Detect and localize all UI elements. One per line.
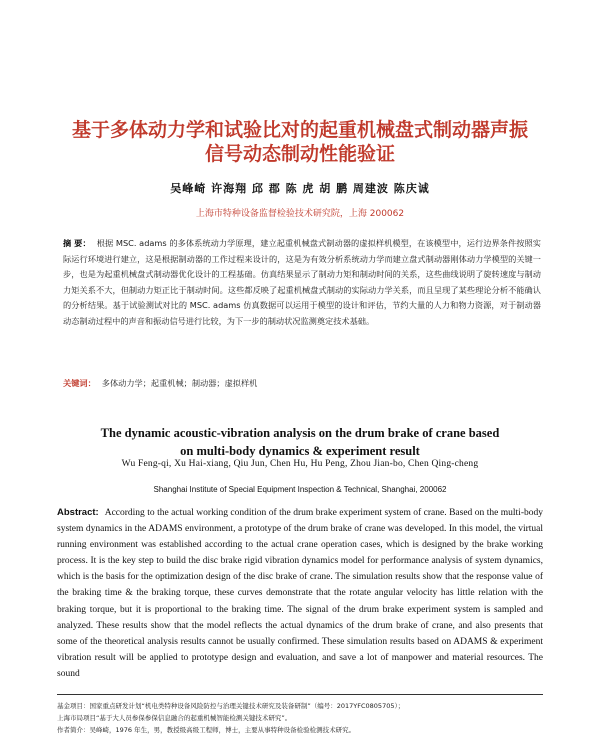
- chinese-keywords-text: 多体动力学；起重机械；制动器；虚拟样机: [101, 378, 258, 388]
- chinese-title-line-2: 信号动态制动性能验证: [204, 143, 395, 165]
- english-abstract-label: Abstract:: [57, 507, 99, 518]
- english-title-line-2: on multi-body dynamics & experiment result: [180, 444, 420, 458]
- chinese-abstract-label: 摘 要：: [63, 238, 91, 248]
- chinese-authors: 吴峰崎 许海翔 邱 郡 陈 虎 胡 鹏 周建波 陈庆诚: [170, 182, 430, 195]
- footnote-divider: [57, 694, 543, 695]
- footnote-author-bio: 作者简介：吴峰崎，1976 年生，男，教授级高级工程师，博士，主要从事特种设备检验检测技术研究。: [57, 726, 356, 734]
- chinese-title-line-1: 基于多体动力学和试验比对的起重机械盘式制动器声振: [71, 119, 528, 141]
- english-abstract-text: According to the actual working condition of the drum brake experiment system of crane. Based on the multi-body system dynamics in the ADAMS environment, a prototype of the drum brake of crane was developed. In this model, the virtual running environment was established according to the actual crane operation cases, which is designed by the brake working process. It is the key step to build the disc brake rigid vibration dynamics model for performance analysis of system dynamics, which is the basis for the optimization design of the disc brake of crane. The simulation results show that the response value of the braking time & the braking torque, these curves demonstrate that the rotate angular velocity has little relation with the braking torque, but it is proportional to the braking time. The signal of the drum brake experiment system is sampled and analyzed. These results show that the model reflects the actual dynamics of the drum brake of crane, and also presents that some of the theoretical analysis results cannot be usually confirmed. These simulation results based on ADAMS & experiment vibration result will be applied to prototype design and evaluation, and save a lot of manpower and material resources. The sound: [57, 508, 543, 679]
- chinese-keywords-label: 关键词：: [63, 378, 96, 388]
- chinese-affiliation: 上海市特种设备监督检验技术研究院，上海 200062: [195, 209, 405, 219]
- english-affiliation: Shanghai Institute of Special Equipment Inspection & Technical, Shanghai, 200062: [153, 485, 447, 494]
- footnotes: [57, 700, 543, 736]
- english-title-line-1: The dynamic acoustic-vibration analysis on the drum brake of crane based: [100, 426, 500, 440]
- footnote-funding: 基金项目：国家重点研发计划“机电类特种设备风险防控与治理关键技术研究及装备研制”（编号：2017YFC0805705）；: [57, 702, 405, 710]
- english-authors: Wu Feng-qi, Xu Hai-xiang, Qiu Jun, Chen Hu, Hu Peng, Zhou Jian-bo, Chen Qing-cheng: [121, 459, 479, 469]
- chinese-abstract: [63, 236, 541, 329]
- chinese-abstract-text: 根据 MSC. adams 的多体系统动力学原理，建立起重机械盘式制动器的虚拟样机模型，在该模型中，运行边界条件按照实际运行环境进行建立，这是根据制动器的工作过程来设计的，这是为有效分析系统动力学而建立盘式制动器刚体动力学模型的关键一步，也是为起重机械盘式制动器优化设计的工程基础。仿真结果显示了制动力矩和制动时间的关系，这些曲线说明了旋转速度与制动力矩关系不大，但制动力矩正比于制动时间。这些都反映了起重机械盘式制动的实际动力学关系，而且呈现了某些理论分析不能确认的分析结果。基于试验测试对比的 MSC. adams 仿真数据可以运用于模型的设计和评估，节约大量的人力和物力资源，对于制动器动态制动过程中的声音和振动信号进行比较，为下一步的制动状况监测奠定技术基础。: [63, 238, 541, 326]
- english-abstract: [57, 505, 543, 682]
- footnote-project: 上海市局项目“基于大人员参保参保信息融合的起重机械智能检测关键技术研究”。: [57, 714, 292, 722]
- chinese-keywords: [63, 378, 541, 389]
